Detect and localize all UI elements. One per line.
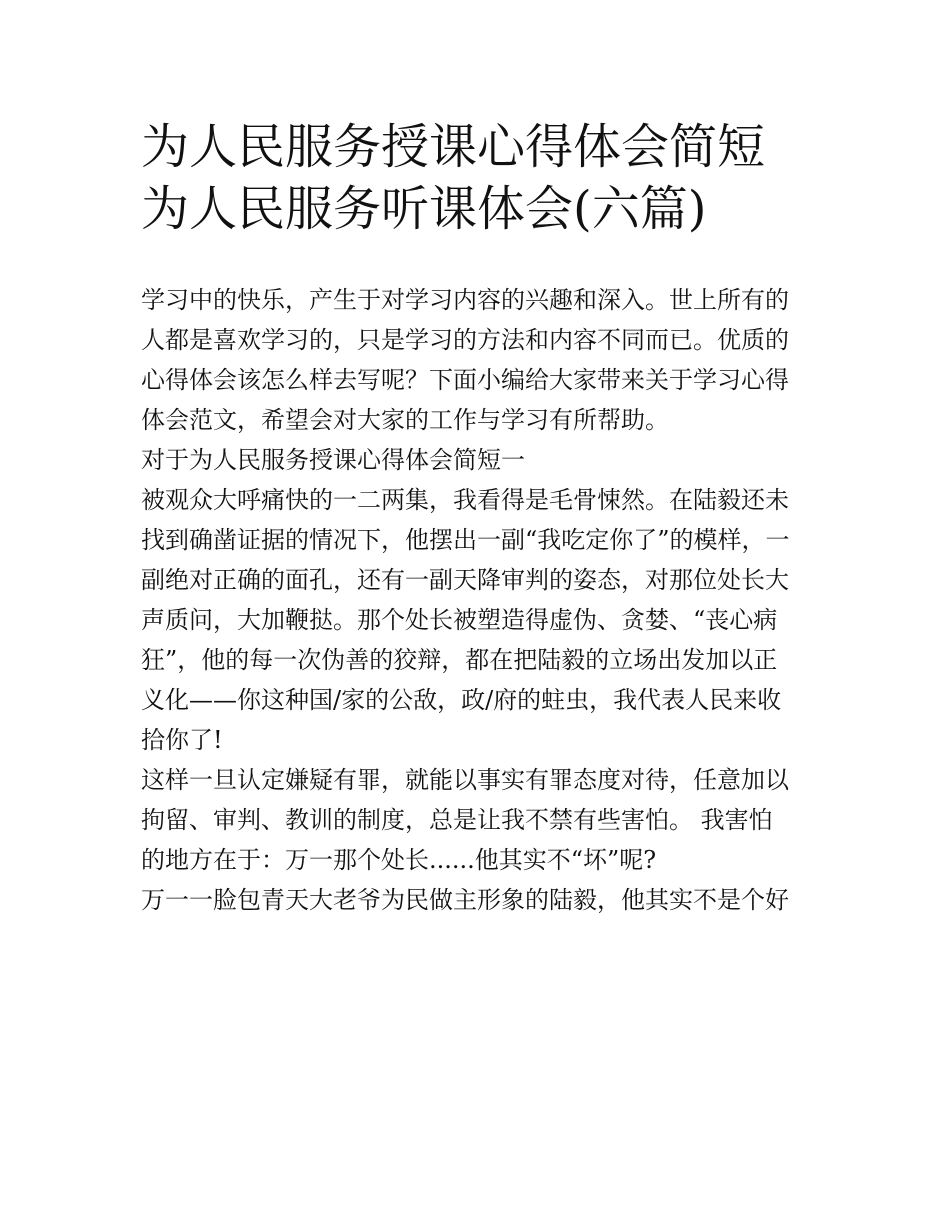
text-line: 体会范文，希望会对大家的工作与学习有所帮助。 xyxy=(141,406,669,434)
text-line: 人都是喜欢学习的，只是学习的方法和内容不同而已。优质的 xyxy=(141,326,789,354)
text-line: 对于为人民服务授课心得体会简短一 xyxy=(141,446,525,474)
text-line: 拘留、审判、教训的制度，总是让我不禁有些害怕。 我害怕 xyxy=(141,806,773,834)
text-line: 学习中的快乐，产生于对学习内容的兴趣和深入。世上所有的 xyxy=(141,286,789,314)
text-line: 万一一脸包青天大老爷为民做主形象的陆毅，他其实不是个好 xyxy=(141,886,789,914)
text-line: 副绝对正确的面孔，还有一副天降审判的姿态，对那位处长大 xyxy=(141,566,789,594)
body-paragraph xyxy=(141,760,813,880)
text-line: 狂”，他的每一次伪善的狡辩，都在把陆毅的立场出发加以正 xyxy=(141,646,778,674)
text-line: 声质问，大加鞭挞。那个处长被塑造得虚伪、贪婪、“丧心病 xyxy=(141,606,778,634)
text-line: 这样一旦认定嫌疑有罪，就能以事实有罪态度对待，任意加以 xyxy=(141,766,789,794)
text-line: 的地方在于：万一那个处长......他其实不“坏”呢? xyxy=(141,846,657,874)
text-line: 被观众大呼痛快的一二两集，我看得是毛骨悚然。在陆毅还未 xyxy=(141,486,789,514)
body-paragraph xyxy=(141,880,813,920)
text-line: 义化——你这种国/家的公敌，政/府的蛀虫，我代表人民来收 xyxy=(141,686,782,714)
text-line: 找到确凿证据的情况下，他摆出一副“我吃定你了”的模样，一 xyxy=(141,526,790,554)
body-paragraph xyxy=(141,480,813,760)
text-line: 拾你了! xyxy=(141,726,223,754)
title-line: 为人民服务听课体会(六篇) xyxy=(141,181,707,237)
text-line: 心得体会该怎么样去写呢？下面小编给大家带来关于学习心得 xyxy=(141,366,789,394)
document-body xyxy=(141,280,813,920)
intro-paragraph xyxy=(141,280,813,440)
document-title xyxy=(141,116,821,240)
title-line: 为人民服务授课心得体会简短 xyxy=(141,119,766,175)
section-heading xyxy=(141,440,813,480)
